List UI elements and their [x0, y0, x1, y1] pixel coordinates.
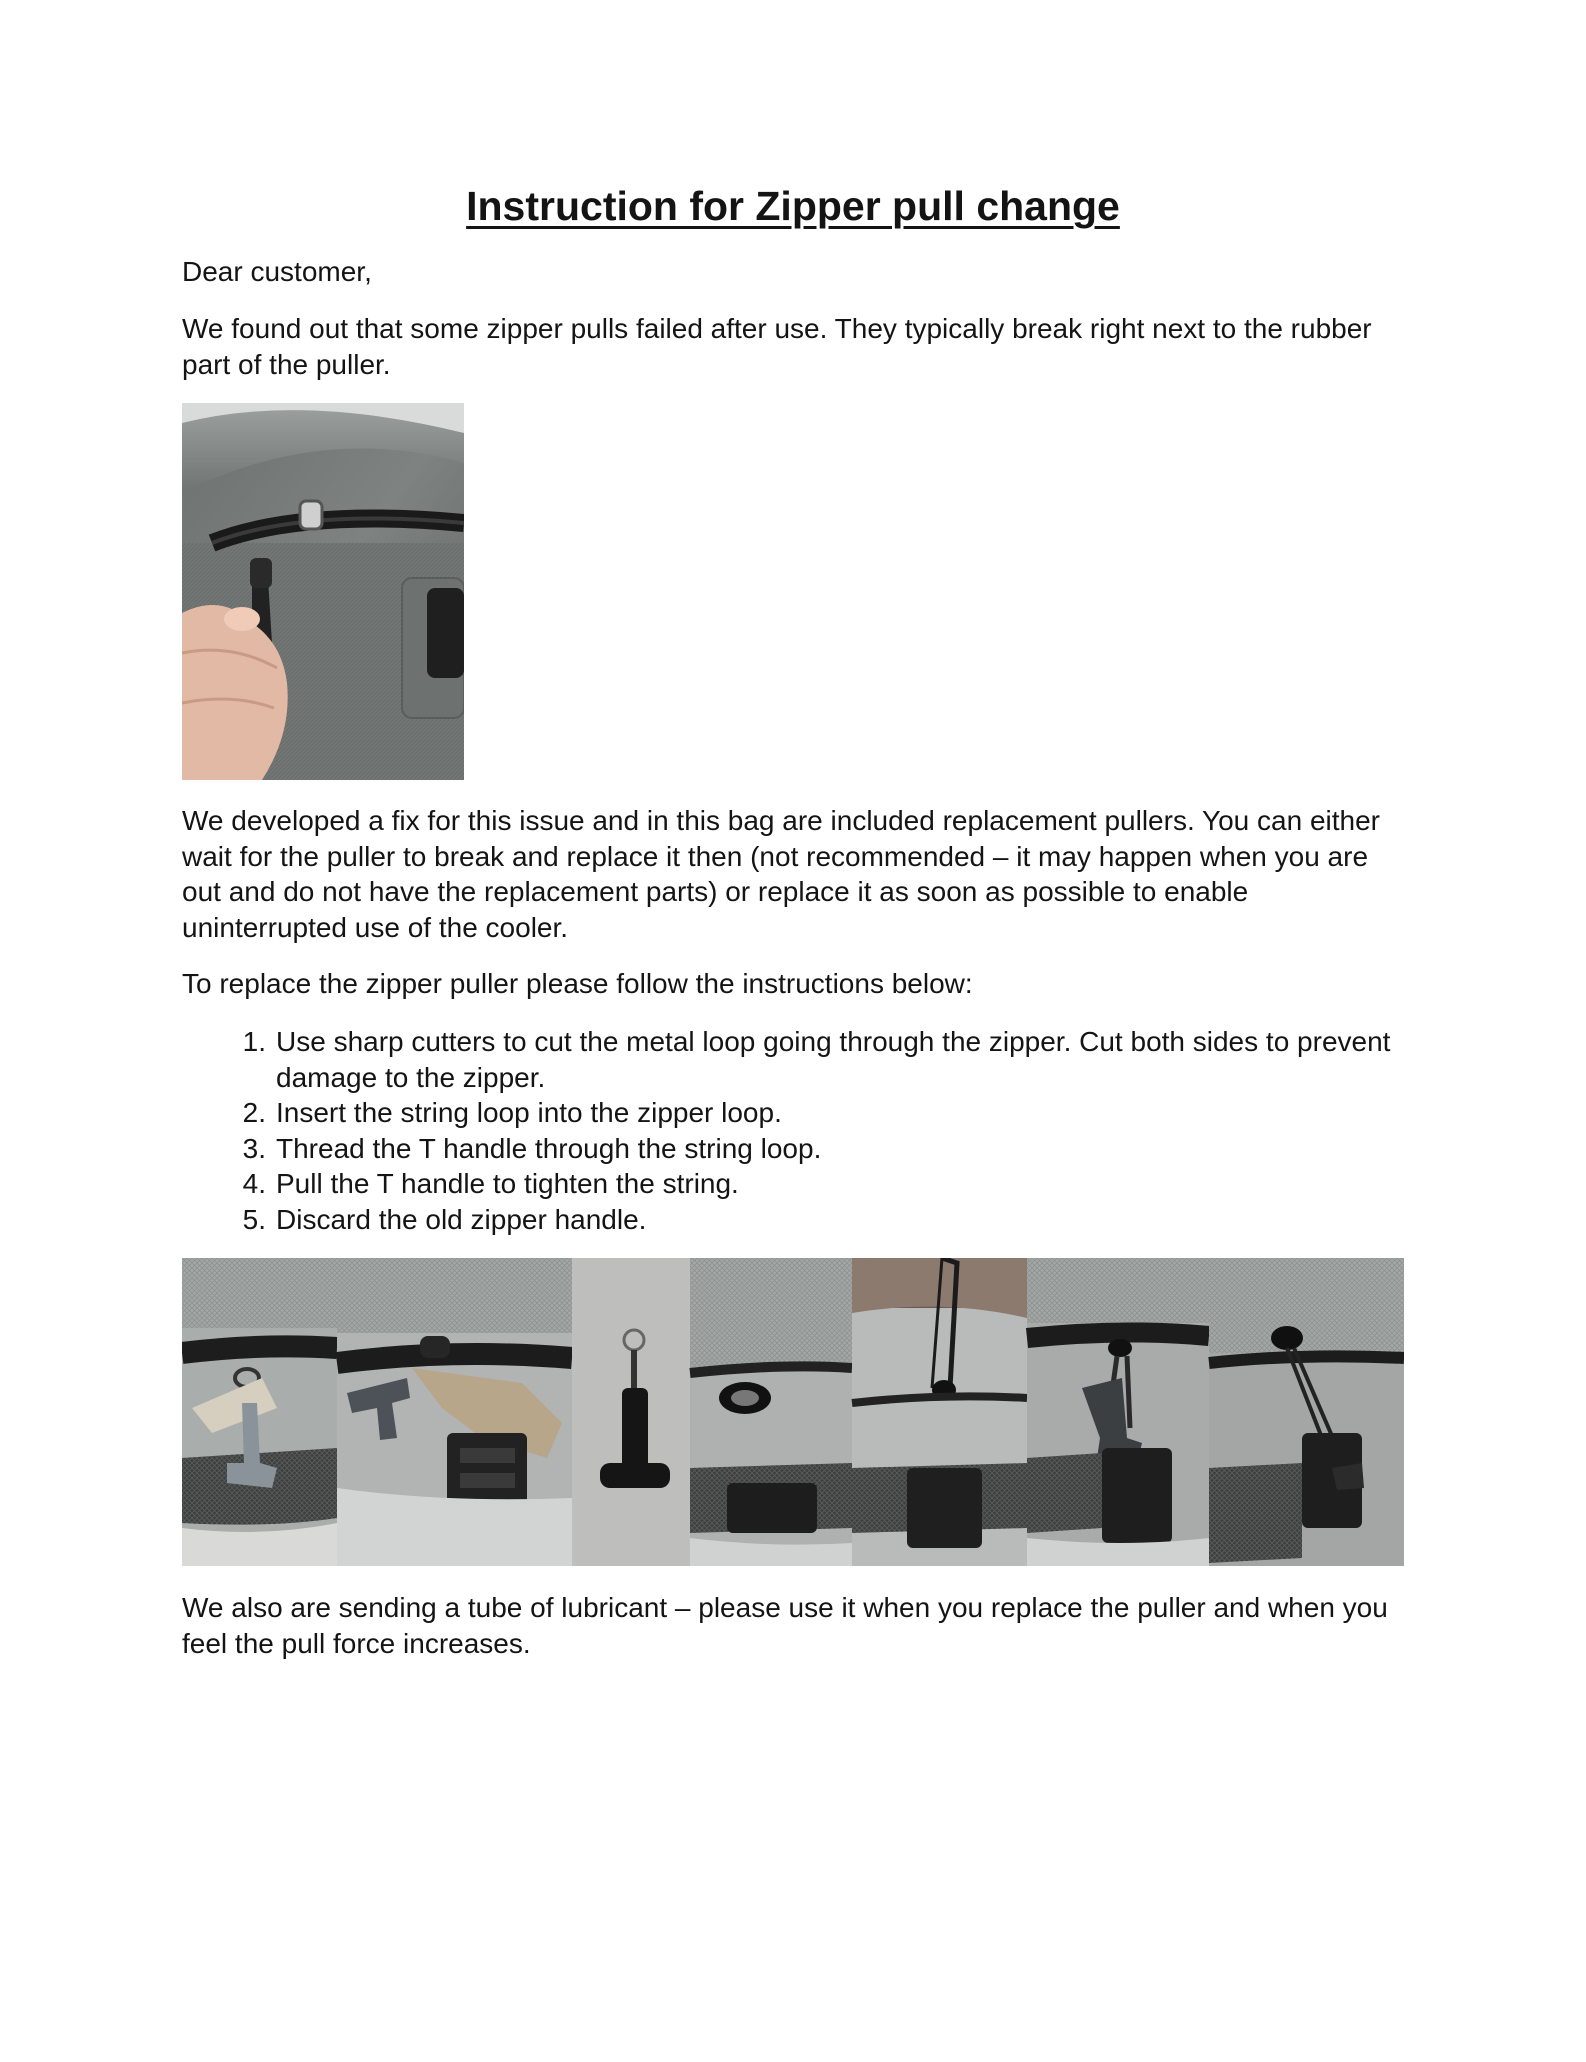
step-photo-4: [690, 1258, 852, 1566]
step-number: 5.: [242, 1203, 266, 1235]
fix-paragraph: We developed a fix for this issue and in this bag are included replacement pullers. You can either wait for the puller to break and replace it then (not recommended – it may happen when you are out and do not have the replacement parts) or replace it as soon as possible to enable uninterrupted use of the cooler.: [182, 805, 1380, 943]
step-text: Use sharp cutters to cut the metal loop going through the zipper. Cut both sides to prevent damage to the zipper.: [276, 1026, 1391, 1093]
step-number: 3.: [242, 1132, 266, 1164]
step-text: Insert the string loop into the zipper loop.: [276, 1097, 782, 1128]
list-item: [230, 1166, 1400, 1202]
step-text: Discard the old zipper handle.: [276, 1203, 647, 1235]
step-photo-7: [1209, 1258, 1404, 1566]
replace-intro-paragraph: To replace the zipper puller please follow the instructions below:: [182, 968, 973, 999]
step-text: Pull the T handle to tighten the string.: [276, 1168, 739, 1199]
intro-paragraph: We found out that some zipper pulls failed after use. They typically break right next to the rubber part of the puller.: [182, 313, 1372, 380]
step-text: Thread the T handle through the string loop.: [276, 1132, 822, 1164]
step-number: 4.: [242, 1168, 266, 1199]
step-photo-1: [182, 1258, 337, 1566]
greeting-paragraph: Dear customer,: [182, 256, 372, 287]
page-title: Instruction for Zipper pull change: [466, 183, 1120, 229]
lubricant-paragraph: We also are sending a tube of lubricant – please use it when you replace the puller and when you feel the pull force increases.: [182, 1592, 1388, 1659]
broken-zipper-photo: [182, 403, 464, 780]
list-item: [230, 1131, 1400, 1167]
list-item: [230, 1095, 1400, 1131]
document-page: [182, 0, 1404, 2062]
step-photos-strip: [182, 1258, 1404, 1566]
step-number: 2.: [242, 1097, 266, 1128]
step-number: 1.: [242, 1026, 266, 1057]
step-photo-5: [852, 1258, 1027, 1566]
step-photo-3: [572, 1258, 690, 1566]
list-item: [230, 1024, 1400, 1095]
step-photo-2: [337, 1258, 572, 1566]
list-item: [230, 1202, 1400, 1238]
step-photo-6: [1027, 1258, 1209, 1566]
instruction-steps-list: [230, 1024, 1400, 1237]
